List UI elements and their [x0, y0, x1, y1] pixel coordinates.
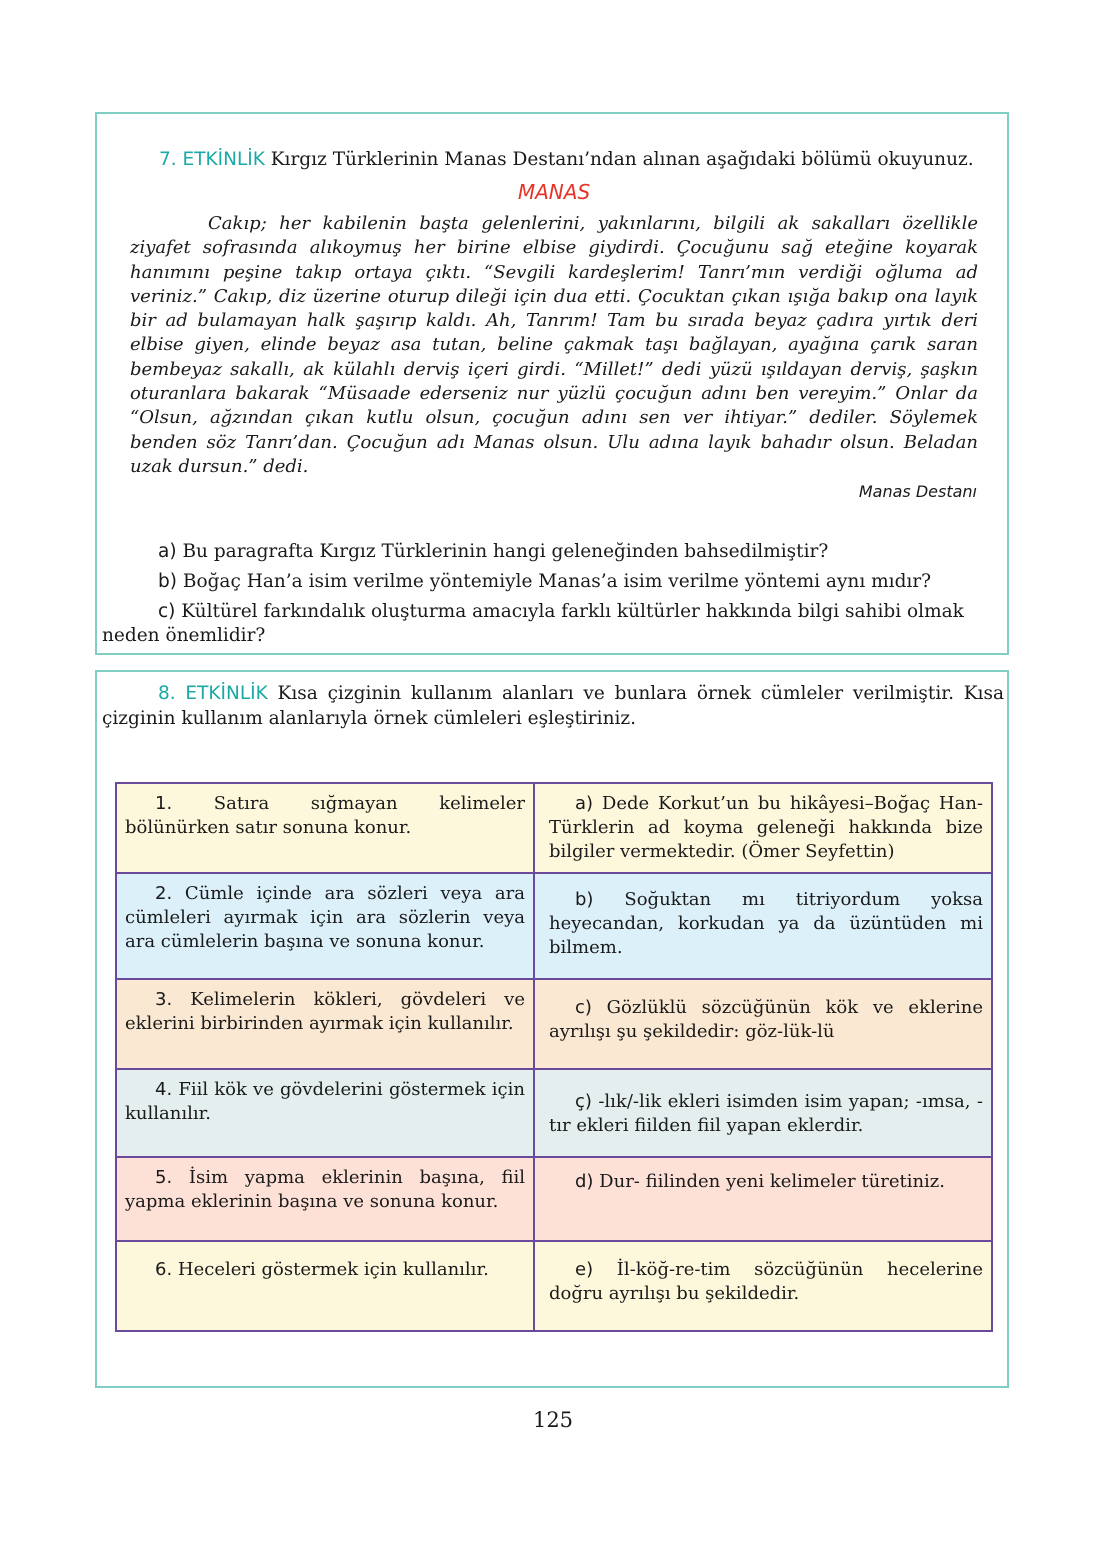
question-b-text: Boğaç Han’a isim verilme yöntemiyle Manas’a isim verilme yöntemi aynı mıdır?: [176, 571, 932, 592]
table-row: [116, 1069, 992, 1157]
source-citation: Manas Destanı: [858, 482, 977, 501]
example-cell: [534, 873, 992, 979]
page-number: 125: [532, 1408, 574, 1432]
table-row: [116, 1241, 992, 1331]
usage-number: 4.: [155, 1079, 173, 1100]
example-cell: [534, 1241, 992, 1331]
usage-cell: [116, 1157, 534, 1241]
example-cell: [534, 979, 992, 1069]
table-row: [116, 873, 992, 979]
usage-cell: [116, 1069, 534, 1157]
usage-cell: [116, 1241, 534, 1331]
example-text: Dede Korkut’un bu hikâyesi–Boğaç Han- Türklerin ad koyma geleneği hakkında bize bilgiler vermektedir. (Ömer Seyfettin): [549, 793, 983, 862]
usage-cell: [116, 979, 534, 1069]
usage-cell: [116, 873, 534, 979]
activity-8-instruction: [102, 682, 1004, 731]
activity-8-label: 8. ETKİNLİK: [158, 683, 268, 704]
example-cell: [534, 1157, 992, 1241]
example-letter: d): [575, 1171, 594, 1192]
table-row: [116, 783, 992, 873]
question-a-text: Bu paragrafta Kırgız Türklerinin hangi geleneğinden bahsedilmiştir?: [176, 541, 829, 562]
example-text: İl-köğ-re-tim sözcüğünün hecelerine doğru ayrılışı bu şekildedir.: [549, 1259, 983, 1304]
example-text: -lık/-lik ekleri isimden isim yapan; -ımsa, -tır ekleri fiilden fiil yapan eklerdir.: [549, 1091, 983, 1136]
example-text: Dur- fiilinden yeni kelimeler türetiniz.: [593, 1171, 946, 1192]
table-row: [116, 979, 992, 1069]
activity-8-box: [95, 670, 1009, 1388]
usage-cell: [116, 783, 534, 873]
usage-number: 3.: [155, 989, 173, 1010]
usage-number: 5.: [155, 1167, 173, 1188]
activity-7-box: [95, 112, 1009, 655]
example-cell: [534, 783, 992, 873]
question-c-label: c): [158, 601, 176, 622]
example-text: Soğuktan mı titriyordum yoksa heyecandan, korkudan ya da üzüntüden mi bilmem.: [549, 889, 983, 958]
usage-number: 6.: [155, 1259, 173, 1280]
example-letter: e): [575, 1259, 594, 1280]
example-letter: b): [575, 889, 594, 910]
activity-7-instruction-text: Kırgız Türklerinin Manas Destanı’ndan alınan aşağıdaki bölümü okuyunuz.: [264, 149, 974, 170]
usage-text: Kelimelerin kökleri, gövdeleri ve eklerini birbirinden ayırmak için kullanılır.: [125, 989, 525, 1034]
usage-text: Fiil kök ve gövdelerini göstermek için kullanılır.: [125, 1079, 525, 1124]
question-c-text: Kültürel farkındalık oluşturma amacıyla farklı kültürler hakkında bilgi sahibi olmak neden önemlidir?: [102, 601, 964, 646]
example-letter: a): [575, 793, 594, 814]
manas-title: MANAS: [517, 180, 591, 204]
usage-number: 2.: [155, 883, 173, 904]
question-b-label: b): [158, 571, 177, 592]
usage-text: Satıra sığmayan kelimeler bölünürken satır sonuna konur.: [125, 793, 525, 838]
example-cell: [534, 1069, 992, 1157]
matching-table: [115, 782, 993, 1332]
activity-8-instruction-text: Kısa çizginin kullanım alanları ve bunlara örnek cümleler verilmiştir. Kısa çizginin kullanım alanlarıyla örnek cümleleri eşleştiriniz.: [102, 683, 1004, 729]
usage-text: Cümle içinde ara sözleri veya ara cümleleri ayırmak için ara sözlerin veya ara cümlelerin başına ve sonuna konur.: [125, 883, 525, 952]
usage-number: 1.: [155, 793, 173, 814]
example-letter: ç): [575, 1091, 592, 1112]
question-c: [102, 600, 1004, 648]
example-text: Gözlüklü sözcüğünün kök ve eklerine ayrılışı şu şekildedir: göz-lük-lü: [549, 997, 983, 1042]
example-letter: c): [575, 997, 592, 1018]
activity-7-instruction: [159, 148, 1009, 173]
question-b: [102, 570, 1004, 594]
manas-excerpt: Cakıp; her kabilenin başta gelenlerini, yakınlarını, bilgili ak sakalları özellikle ziyafet sofrasında alıkoymuş her birine elbise giydirdi. Çocuğunu sağ eteğine koyarak hanımını peşine takıp ortaya çıktı. “Sevgili kardeşlerim! Tanrı’mın verdiği oğluma ad veriniz.” Cakıp, diz üzerine oturup dileği için dua etti. Çocuktan çıkan ışığa bakıp ona layık bir ad bulamayan halk şaşırıp kaldı. Ah, Tanrım! Tam bu sırada beyaz çadıra yırtık deri elbise giyen, elinde beyaz asa tutan, beline çakmak taşı bağlayan, ayağına çarık saran bembeyaz sakallı, ak külahlı derviş içeri girdi. “Millet!” dedi yüzü ışıldayan derviş, şaşkın oturanlara bakarak “Müsaade ederseniz nur yüzlü çocuğun adını ben vereyim.” Onlar da “Olsun, ağzından çıkan kutlu olsun, çocuğun adını sen ver ihtiyar.” dediler. Söylemek benden söz Tanrı’dan. Çocuğun adı Manas olsun. Ulu adına layık bahadır olsun. Beladan uzak dursun.” dedi.: [130, 213, 978, 477]
question-a-label: a): [158, 541, 177, 562]
activity-7-label: 7. ETKİNLİK: [159, 149, 265, 170]
question-a: [102, 540, 1004, 564]
usage-text: İsim yapma eklerinin başına, fiil yapma eklerinin başına ve sonuna konur.: [125, 1167, 525, 1212]
table-row: [116, 1157, 992, 1241]
usage-text: Heceleri göstermek için kullanılır.: [172, 1259, 489, 1280]
